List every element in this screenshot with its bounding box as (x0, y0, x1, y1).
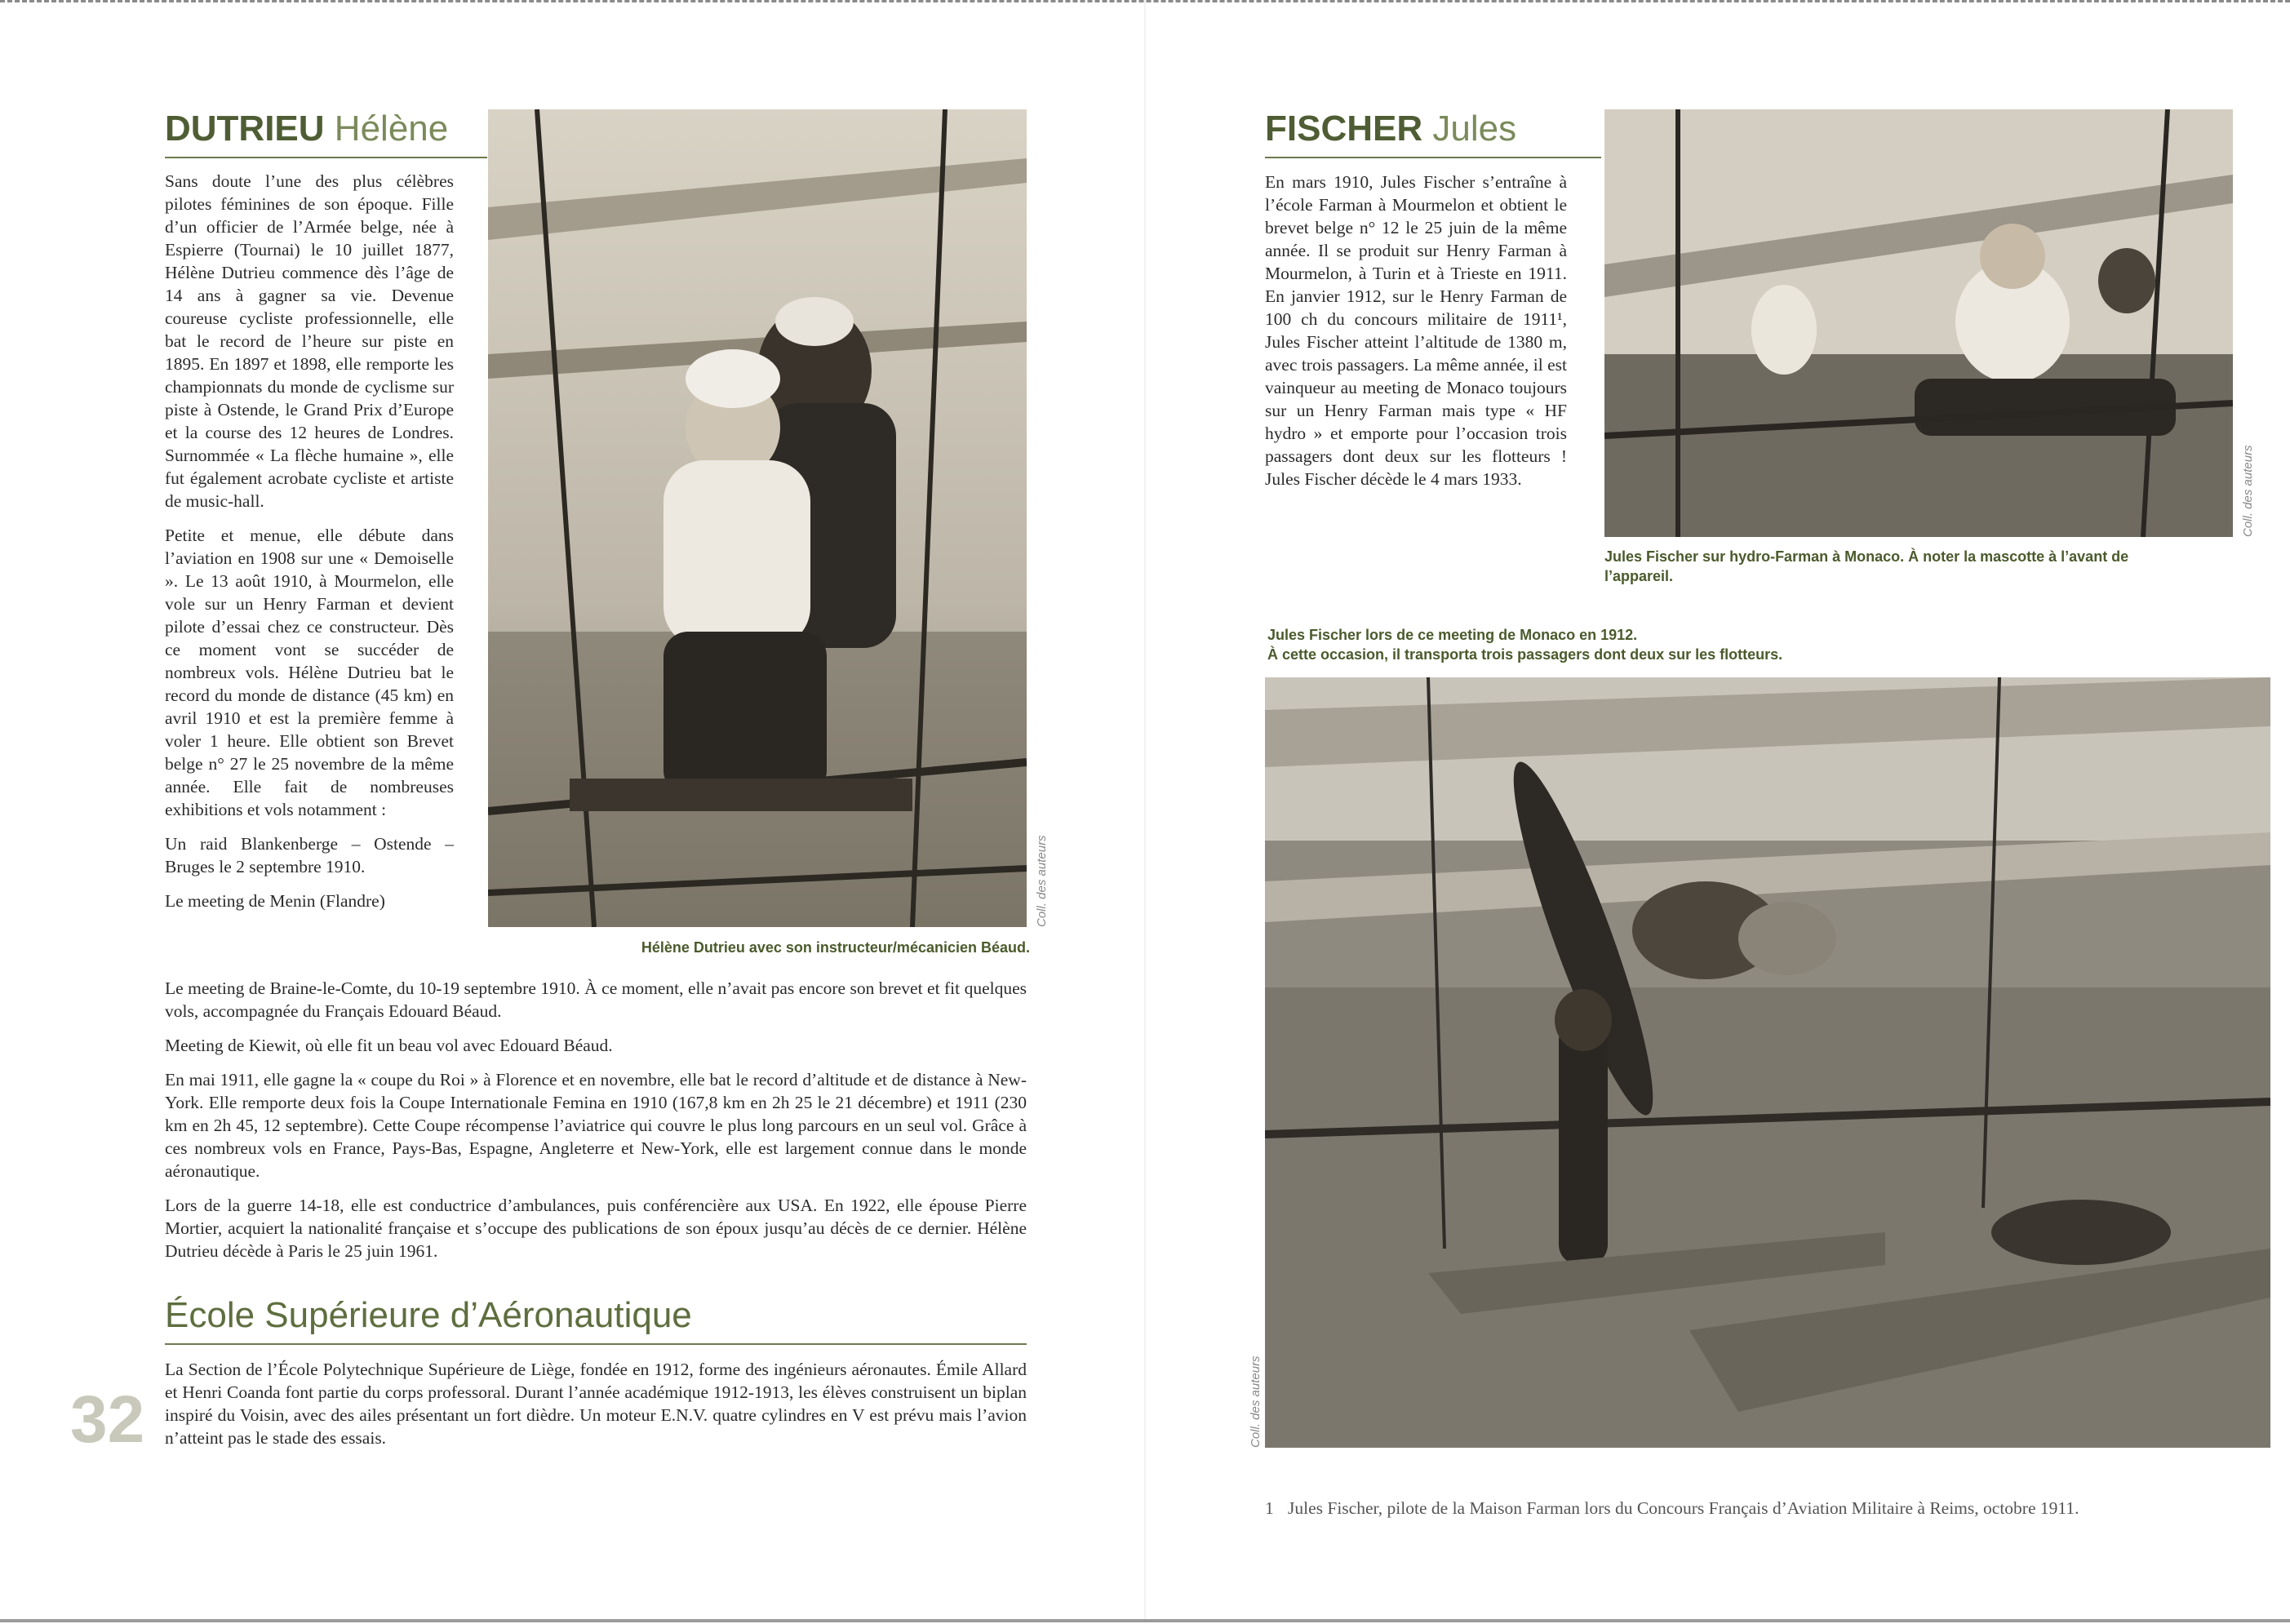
fischer-photo-1-credit: Coll. des auteurs (2241, 445, 2255, 537)
dutrieu-wide-paragraph-2: Meeting de Kiewit, où elle fit un beau vol avec Edouard Béaud. (165, 1036, 613, 1055)
fischer-photo-2-caption-line-1: Jules Fischer lors de ce meeting de Monaco en 1912. (1267, 627, 1638, 643)
page-spine (1144, 0, 1146, 1619)
fischer-photo-1-image (1604, 109, 2233, 537)
fischer-last-name: FISCHER (1265, 109, 1423, 149)
ecole-paragraph: La Section de l’École Polytechnique Supérieure de Liège, fondée en 1912, forme des ingénieurs aéronautes. Émile Allard et Henri Coanda font partie du corps professoral. Durant l’année académique 1912-1913, les élèves construisent un biplan inspiré du Voisin, avec des ailes présentant un fort dièdre. Un moteur E.N.V. quatre cylindres en V est prévu mais l’avion n’atteint pas le stade des essais. (165, 1360, 1027, 1448)
dutrieu-photo (488, 109, 1027, 927)
fischer-photo-2 (1265, 677, 2270, 1448)
fischer-photo-1-caption: Jules Fischer sur hydro-Farman à Monaco. À noter la mascotte à l’avant de l’appareil. (1604, 548, 2129, 584)
dutrieu-paragraph-3: Un raid Blankenberge – Ostende – Bruges le 2 septembre 1910. (165, 834, 454, 876)
page-number: 32 (70, 1382, 145, 1457)
dutrieu-first-name: Hélène (334, 109, 449, 149)
dutrieu-heading (165, 108, 487, 158)
dutrieu-photo-credit: Coll. des auteurs (1035, 835, 1049, 927)
dutrieu-wide-paragraph-4: Lors de la guerre 14-18, elle est conductrice d’ambulances, puis conférencière aux USA. En 1922, elle épouse Pierre Mortier, acquiert la nationalité française et s’occupe des publications de son époux jusqu’au décès de ce dernier. Hélène Dutrieu décède à Paris le 25 juin 1961. (165, 1196, 1027, 1261)
dutrieu-wide-text (165, 977, 1027, 1274)
fischer-photo-1 (1604, 109, 2233, 537)
fischer-paragraph: En mars 1910, Jules Fischer s’entraîne à l’école Farman à Mourmelon et obtient le brevet belge n° 12 le 25 juin de la même année. Il se produit sur Henry Farman à Mourmelon, à Turin et à Trieste en 1911. En janvier 1912, sur le Henry Farman de 100 ch du concours militaire de 1911¹, Jules Fischer atteint l’altitude de 1380 m, avec trois passagers. La même année, il est vainqueur au meeting de Monaco toujours sur un Henry Farman mais type « HF hydro » et emporte pour l’occasion trois passagers dont deux sur les flotteurs ! Jules Fischer décède le 4 mars 1933. (1265, 172, 1567, 489)
fischer-photo-2-image (1265, 677, 2270, 1448)
dutrieu-wide-paragraph-1: Le meeting de Braine-le-Comte, du 10-19 septembre 1910. À ce moment, elle n’avait pas encore son brevet et fit quelques vols, accompagnée du Français Edouard Béaud. (165, 978, 1027, 1021)
dutrieu-paragraph-4: Le meeting de Menin (Flandre) (165, 891, 385, 911)
ecole-text (165, 1358, 1027, 1461)
dutrieu-paragraph-2: Petite et menue, elle débute dans l’aviation en 1908 sur une « Demoiselle ». Le 13 août 1910, à Mourmelon, elle vole sur un Henry Farman et devient pilote d’essai chez ce constructeur. Dès ce moment vont se succéder de nombreux vols. Hélène Dutrieu bat le record du monde de distance (45 km) en avril 1910 et est la première femme à voler 1 heure. Elle obtient son Brevet belge n° 27 le 25 novembre de la même année. Elle fait de nombreuses exhibitions et vols notamment : (165, 526, 454, 819)
bottom-border (0, 1619, 2290, 1622)
dutrieu-paragraph-1: Sans doute l’une des plus célèbres pilotes féminines de son époque. Fille d’un officier de l’Armée belge, née à Espierre (Tournai) le 10 juillet 1877, Hélène Dutrieu commence dès l’âge de 14 ans à gagner sa vie. Devenue coureuse cycliste professionnelle, elle bat le record de l’heure sur piste en 1895. En 1897 et 1898, elle remporte les championnats du monde de cyclisme sur piste à Ostende, le Grand Prix d’Europe et la course des 12 heures de Londres. Surnommée « La flèche humaine », elle fut également acrobate cycliste et artiste de music-hall. (165, 171, 454, 511)
dutrieu-photo-caption: Hélène Dutrieu avec son instructeur/mécanicien Béaud. (641, 939, 1030, 956)
fischer-column-text (1265, 171, 1567, 502)
fischer-photo-2-credit: Coll. des auteurs (1249, 1356, 1263, 1448)
footnote-number: 1 (1265, 1498, 1274, 1518)
fischer-photo-2-caption-line-2: À cette occasion, il transporta trois passagers dont deux sur les flotteurs. (1267, 646, 1783, 663)
dutrieu-photo-image (488, 109, 1027, 927)
fischer-photo-2-caption (1267, 625, 2247, 664)
dutrieu-wide-paragraph-3: En mai 1911, elle gagne la « coupe du Roi » à Florence et en novembre, elle bat le record d’altitude et de distance à New-York. Elle remporte deux fois la Coupe Internationale Femina en 1910 (167,8 km en 2h 25 le 21 décembre) et 1911 (230 km en 2h 45, 12 septembre). Cette Coupe récompense l’aviatrice qui couvre le plus long parcours en un seul vol. Grâce à ces nombreux vols en France, Pays-Bas, Espagne, Angleterre et New-York, elle est largement connue dans le monde aéronautique. (165, 1070, 1027, 1181)
fischer-heading (1265, 108, 1601, 158)
footnote (1265, 1497, 2081, 1520)
footnote-text: Jules Fischer, pilote de la Maison Farman lors du Concours Français d’Aviation Militaire à Reims, octobre 1911. (1288, 1498, 2079, 1518)
ecole-heading (165, 1294, 1027, 1345)
ecole-title: École Supérieure d’Aéronautique (165, 1295, 692, 1335)
fischer-first-name: Jules (1432, 109, 1517, 149)
dutrieu-last-name: DUTRIEU (165, 109, 325, 149)
dutrieu-column-text (165, 170, 454, 924)
